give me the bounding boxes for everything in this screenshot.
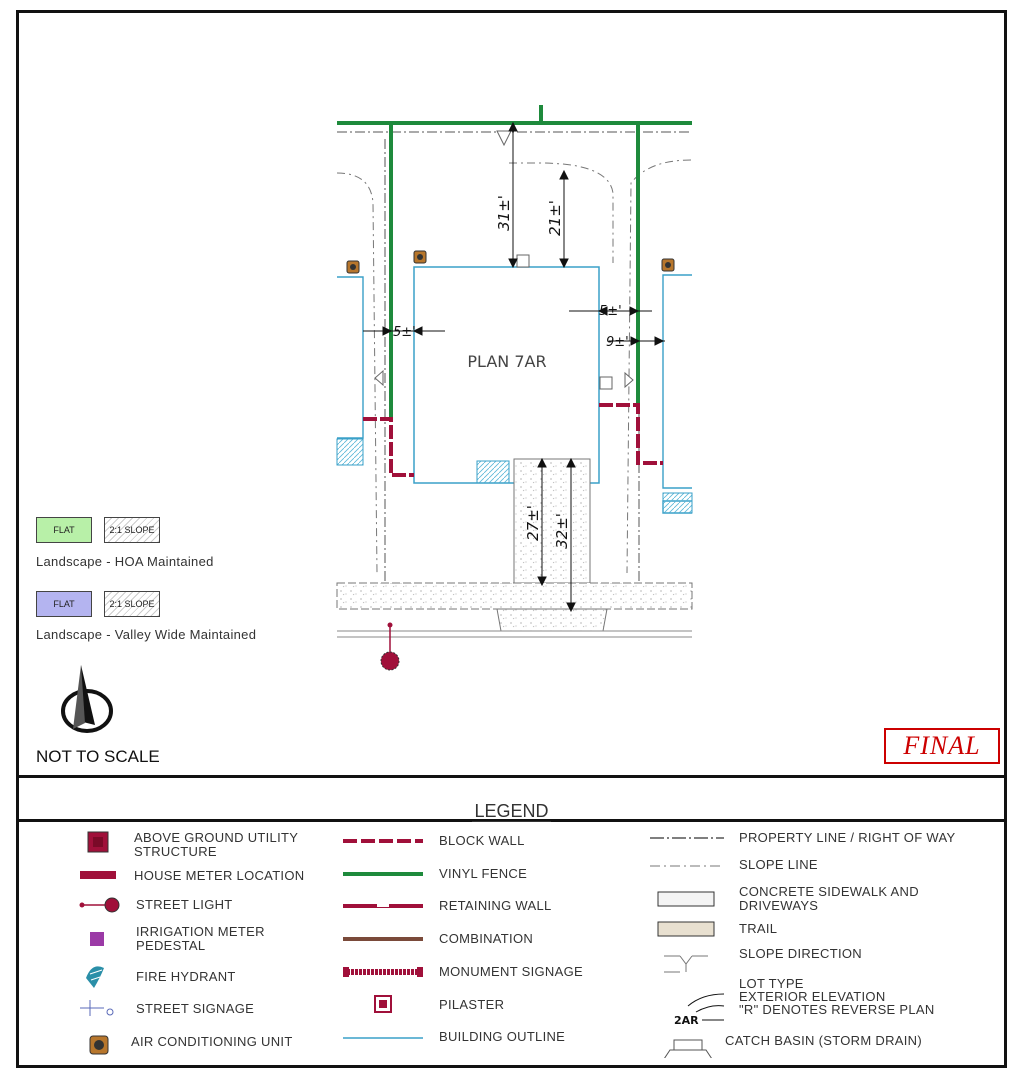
legend-icons-col3 (644, 828, 744, 1058)
hoa-caption: Landscape - HOA Maintained (36, 554, 214, 569)
legend-label: MONUMENT SIGNAGE (439, 964, 583, 979)
legend-title: LEGEND (474, 801, 549, 821)
legend-label: PROPERTY LINE / RIGHT OF WAY (739, 830, 956, 845)
valley-caption: Landscape - Valley Wide Maintained (36, 627, 257, 642)
dimension-label: 27±' (524, 505, 542, 541)
trail-icon (658, 922, 714, 936)
legend-label: HOUSE METER LOCATION (134, 868, 305, 883)
legend-label: CATCH BASIN (STORM DRAIN) (725, 1033, 922, 1048)
legend-label: "R" DENOTES REVERSE PLAN (739, 1002, 935, 1017)
final-stamp: FINAL (884, 728, 1000, 764)
house-meter-icon (80, 871, 116, 879)
legend-label: BUILDING OUTLINE (439, 1029, 566, 1044)
north-arrow-icon (59, 663, 115, 739)
utility-structure-icon (88, 832, 108, 852)
legend-icons-col1 (74, 828, 134, 1058)
legend-label: SLOPE LINE (739, 857, 818, 872)
legend-label: ABOVE GROUND UTILITY STRUCTURE (134, 830, 298, 859)
catch-basin-icon (662, 1040, 714, 1058)
plan-label: PLAN 7AR (467, 352, 547, 371)
valley-flat-swatch: FLAT (36, 591, 92, 617)
dimension-label: 32±' (553, 513, 571, 549)
building-outline (414, 267, 599, 483)
dimension-label: 21±' (546, 200, 564, 236)
legend-label: BLOCK WALL (439, 833, 525, 848)
slope-area (663, 493, 692, 513)
hoa-slope-swatch: 2:1 SLOPE (104, 517, 160, 543)
legend-label: EXTERIOR ELEVATION (739, 989, 886, 1004)
plot-plan-sheet (16, 10, 1007, 1068)
lot-type-symbol: 2AR (674, 1014, 699, 1027)
dimension-label: 31±' (495, 195, 513, 231)
legend-label: SLOPE DIRECTION (739, 946, 862, 961)
street-light-icon (80, 898, 120, 912)
legend-label: VINYL FENCE (439, 866, 528, 881)
driveway-apron (497, 609, 607, 631)
street-light-icon (381, 623, 399, 671)
legend-label: TRAIL (739, 921, 778, 936)
slope-direction-icon (664, 956, 708, 972)
concrete-icon (658, 892, 714, 906)
dimension-label: 5±' (393, 325, 416, 340)
legend-label: LOT TYPE (739, 976, 804, 991)
legend-icons-col2 (339, 828, 429, 1058)
slope-area (337, 439, 363, 465)
legend-label: IRRIGATION METER PEDESTAL (136, 924, 265, 953)
dimension-label: 9±' (606, 335, 629, 350)
retaining-wall-icon (343, 904, 423, 907)
legend-label: FIRE HYDRANT (136, 969, 236, 984)
site-plan-drawing (19, 13, 1004, 783)
entry-slab (477, 461, 509, 483)
pilaster-icon (375, 996, 391, 1012)
monument-signage-icon (343, 967, 423, 977)
fire-hydrant-icon (86, 966, 104, 988)
dimension-label: 5±' (599, 304, 622, 319)
street-signage-icon (80, 1000, 113, 1016)
legend-label: STREET LIGHT (136, 897, 233, 912)
legend-label: PILASTER (439, 997, 505, 1012)
legend-label: RETAINING WALL (439, 898, 552, 913)
legend-label: AIR CONDITIONING UNIT (131, 1034, 293, 1049)
valley-slope-swatch: 2:1 SLOPE (104, 591, 160, 617)
legend-label: STREET SIGNAGE (136, 1001, 255, 1016)
irrigation-meter-icon (90, 932, 104, 946)
legend-label: CONCRETE SIDEWALK AND DRIVEWAYS (739, 884, 919, 913)
scale-note: NOT TO SCALE (36, 747, 160, 766)
ac-unit-icon (90, 1036, 108, 1054)
hoa-flat-swatch: FLAT (36, 517, 92, 543)
divider (19, 775, 1004, 778)
sidewalk (337, 583, 692, 609)
legend-label: COMBINATION (439, 931, 534, 946)
